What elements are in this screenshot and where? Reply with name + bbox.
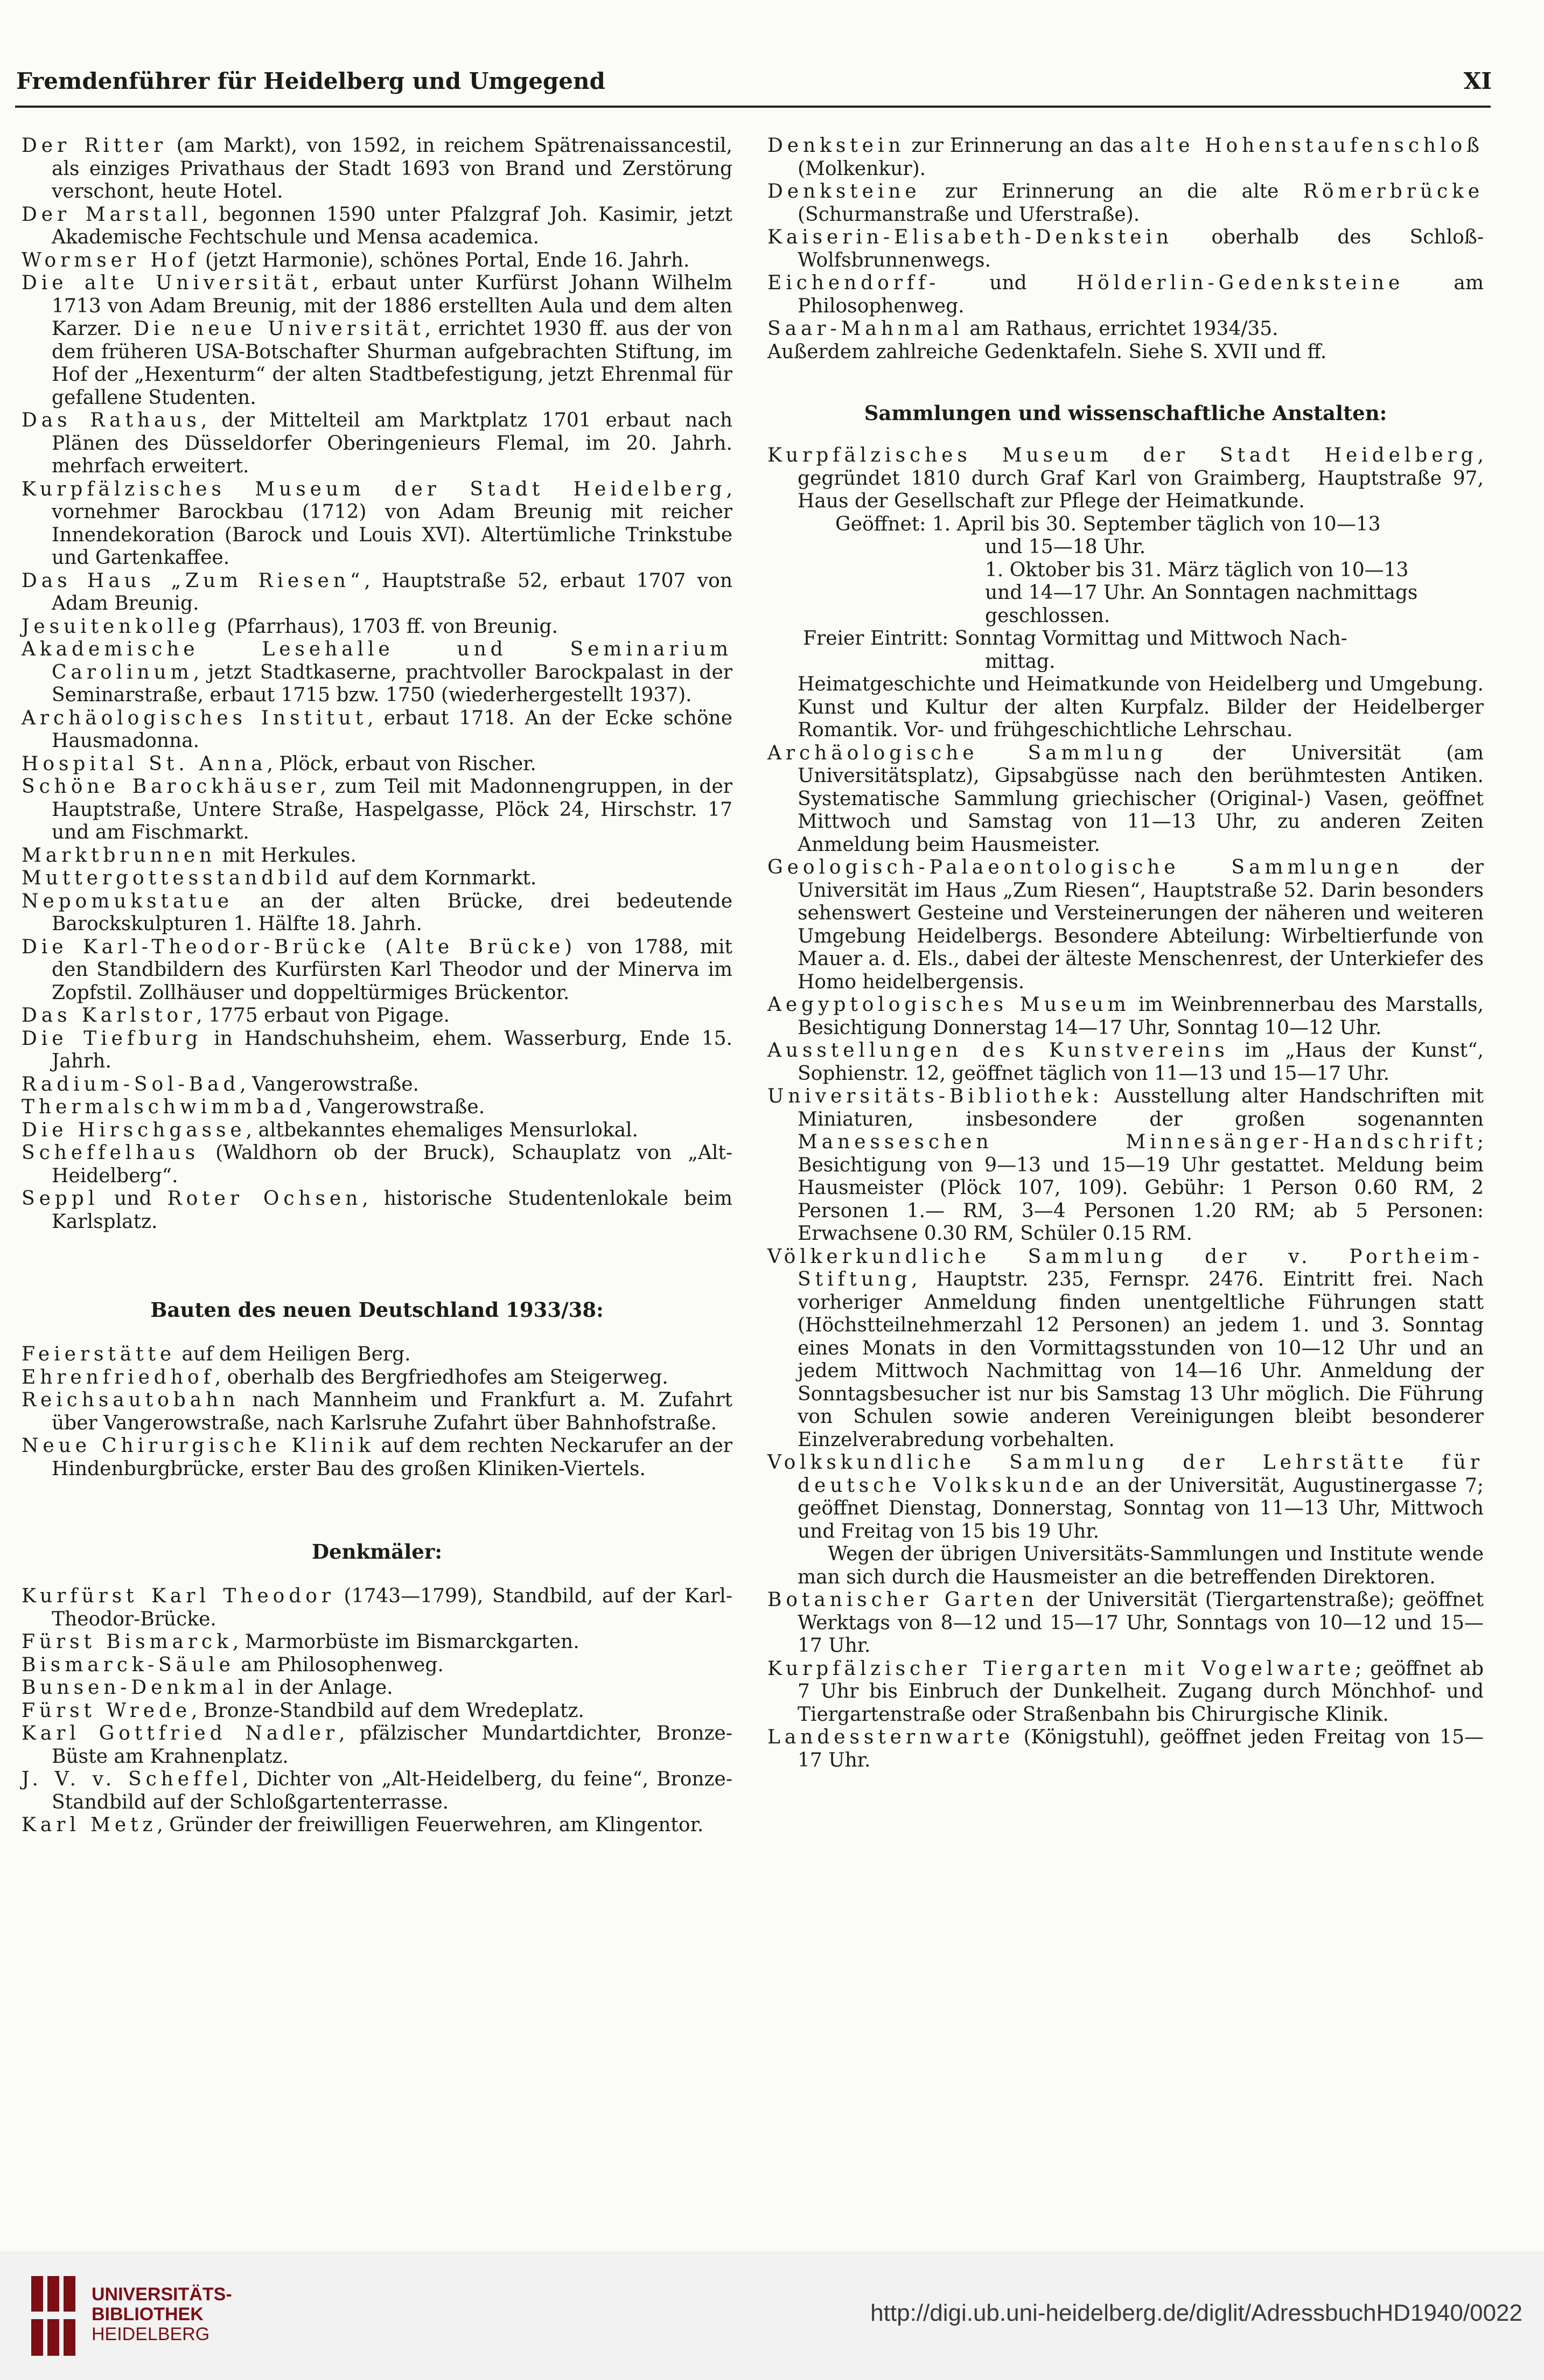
entry-text: , begonnen 1590 unter Pfalzgraf Joh. Kasimir, jetzt Akademische Fechtschule und Mensa academica. bbox=[52, 203, 732, 248]
header-rule bbox=[15, 106, 1491, 108]
entry-key: Hölderlin-Gedenksteine bbox=[1076, 272, 1405, 294]
opening-hours bbox=[798, 513, 1484, 674]
hours-line: und 15—18 Uhr. bbox=[985, 536, 1146, 558]
entry-key: Der Ritter bbox=[22, 135, 167, 157]
footer-bar bbox=[0, 2251, 1544, 2380]
entry-archaeologisches-institut bbox=[22, 707, 732, 753]
logo-line: UNIVERSITÄTS- bbox=[92, 2284, 232, 2305]
entry-text: , Bronze-Standbild auf dem Wredeplatz. bbox=[191, 1699, 584, 1722]
entry-text: nach Mannheim und Frankfurt a. M. Zufahrt über Vangerowstraße, nach Karlsruhe Zufahrt über Bahnhofstraße. bbox=[52, 1389, 732, 1434]
entry-tiefburg bbox=[22, 1028, 732, 1073]
entry-key: Die Tiefburg bbox=[22, 1027, 202, 1050]
entry-key: Manesseschen Minnesänger-Handschrift bbox=[798, 1131, 1477, 1153]
entry-ritter bbox=[22, 135, 732, 204]
entry-gedenktafeln bbox=[767, 341, 1484, 364]
entry-key: Denkstein bbox=[767, 135, 905, 157]
entry-text: , Hauptstraße 52, erbaut 1707 von Adam Breunig. bbox=[52, 569, 732, 615]
library-logo-text bbox=[92, 2285, 232, 2344]
entry-jesuitenkolleg bbox=[22, 616, 732, 639]
hours-line: Geöffnet: 1. April bis 30. September täglich von 10—13 bbox=[835, 513, 1381, 535]
entry-lesehalle bbox=[22, 638, 732, 707]
entry-hospital bbox=[22, 753, 732, 776]
entry-key: Die neue Universität bbox=[122, 318, 425, 340]
entry-key: Das Haus „Zum Riesen“ bbox=[22, 569, 365, 592]
entry-chirurgische-klinik bbox=[22, 1435, 732, 1481]
entry-tiergarten bbox=[767, 1658, 1484, 1727]
entry-key: Hospital St. Anna bbox=[22, 752, 267, 775]
entry-key: Akademische Lesehalle und Seminarium Carolinum bbox=[22, 638, 732, 683]
entry-rathaus bbox=[22, 409, 732, 478]
entry-key: Das Karlstor bbox=[22, 1004, 197, 1027]
entry-key: Radium-Sol-Bad bbox=[22, 1073, 240, 1095]
entry-text: im „Haus der Kunst“, Sophienstr. 12, geöffnet täglich von 11—13 und 15—17 Uhr. bbox=[798, 1039, 1484, 1085]
entry-key: Die Hirschgasse bbox=[22, 1119, 246, 1141]
entry-text: (Waldhorn ob der Bruck), Schauplatz von „Alt-Heidelberg“. bbox=[52, 1142, 732, 1187]
entry-key: Nepomukstatue bbox=[22, 890, 233, 912]
entry-kaiserin-elisabeth bbox=[767, 226, 1484, 272]
entry-key: Die alte Universität bbox=[22, 272, 313, 294]
entry-key: Kurpfälzischer Tiergarten mit Vogelwarte bbox=[767, 1657, 1356, 1680]
section-heading-bauten: Bauten des neuen Deutschland 1933/38: bbox=[150, 1298, 604, 1322]
entry-key: Feierstätte bbox=[22, 1343, 176, 1365]
entry-universitaet bbox=[22, 272, 732, 409]
entry-text: , Vangerowstraße. bbox=[240, 1073, 419, 1095]
entry-wrede bbox=[22, 1700, 732, 1723]
entry-text: im Weinbrennerbau des Marstalls, Besichtigung Donnerstag 14—17 Uhr, Sonntag 10—12 Uhr. bbox=[798, 994, 1484, 1039]
entry-text: der Universität (am Universitätsplatz), Gipsabgüsse nach den berühmtesten Antiken. Systematische Sammlung griechischer (Original-) Vasen, geöffnet Mittwoch und Samstag von 11—13 Uhr, zu anderen Zeiten Anmeldung beim Hausmeister. bbox=[798, 742, 1484, 856]
entry-key: Die Karl-Theodor-Brücke (Alte Brücke) bbox=[22, 936, 577, 958]
entry-kunstverein bbox=[767, 1039, 1484, 1085]
entry-key: Denksteine bbox=[767, 180, 921, 203]
left-column bbox=[22, 135, 732, 1837]
entry-key: Schöne Barockhäuser bbox=[22, 776, 320, 798]
entry-text: Ausstellung alter Handschriften mit Miniaturen, insbesondere der großen sogenannten bbox=[798, 1085, 1484, 1130]
logo-line: BIBLIOTHEK bbox=[92, 2304, 204, 2325]
entry-text: mit Herkules. bbox=[216, 844, 357, 867]
hours-line: geschlossen. bbox=[985, 604, 1110, 627]
entry-key: Karl Metz bbox=[22, 1814, 157, 1836]
page-header bbox=[16, 60, 1492, 103]
entry-nadler bbox=[22, 1722, 732, 1768]
entry-hohenstaufen bbox=[767, 135, 1484, 180]
entry-key: Ausstellungen des Kunstvereins bbox=[767, 1039, 1229, 1062]
entry-bismarck bbox=[22, 1631, 732, 1654]
entry-text: oberhalb des Schloß-Wolfsbrunnenwegs. bbox=[798, 226, 1484, 271]
entry-key: Seppl bbox=[22, 1188, 99, 1210]
source-url[interactable]: http://digi.ub.uni-heidelberg.de/diglit/AdressbuchHD1940/0022 bbox=[870, 2300, 1522, 2326]
entry-text: am Rathaus, errichtet 1934/35. bbox=[963, 318, 1278, 340]
entry-text: am Philosophenweg. bbox=[798, 272, 1484, 317]
entry-text: (Schurmanstraße und Uferstraße). bbox=[798, 203, 1140, 226]
section-heading-sammlungen: Sammlungen und wissenschaftliche Anstalten: bbox=[864, 401, 1387, 425]
entry-text: in Handschuhsheim, ehem. Wasserburg, Ende 15. Jahrh. bbox=[52, 1027, 732, 1072]
entry-key: Karl Gottfried Nadler bbox=[22, 1722, 339, 1744]
entry-text: der Universität im Haus „Zum Riesen“, Hauptstraße 52. Darin besonders sehenswert Gesteine und Versteinerungen der näheren und weiteren Umgebung Heidelbergs. Besondere Abteilung: Wirbeltierfunde von Mauer a. d. Els., dabei der älteste Menschenrest, der Unterkiefer des Homo heidelbergensis. bbox=[798, 856, 1484, 993]
entry-text: ; Besichtigung von 9—13 und 15—19 Uhr gestattet. Meldung beim Hausmeister (Plöck 107, 109). Gebühr: 1 Person 0.60 RM, 2 Personen 1.— RM, 3—4 Personen 1.20 RM; ab 5 Personen: Erwachsene 0.30 RM, Schüler 0.15 RM. bbox=[798, 1131, 1484, 1245]
entry-text: , der Mittelteil am Marktplatz 1701 erbaut nach Plänen des Düsseldorfer Oberingenieurs Flemal, im 20. Jahrh. mehrfach erweitert. bbox=[52, 409, 732, 477]
entry-universitaets-bibliothek bbox=[767, 1085, 1484, 1246]
entry-eichendorff bbox=[767, 272, 1484, 318]
entry-muttergottes bbox=[22, 867, 732, 890]
running-title: Fremdenführer für Heidelberg und Umgegend bbox=[16, 68, 605, 94]
entry-text: an der Universität, Augustinergasse 7; geöffnet Dienstag, Donnerstag, Sonntag von 11—13 Uhr, Mittwoch und Freitag von 15 bis 19 Uhr. bbox=[798, 1474, 1484, 1543]
entry-text: Außerdem zahlreiche Gedenktafeln. Siehe S. XVII und ff. bbox=[767, 340, 1327, 363]
entry-geologische-sammlung bbox=[767, 856, 1484, 994]
entry-key: alte Hohenstaufenschloß bbox=[1140, 135, 1484, 157]
entry-text: , gegründet 1810 durch Graf Karl von Graimberg, Hauptstraße 97, Haus der Gesellschaft zur Pflege der Heimatkunde. bbox=[798, 444, 1484, 512]
entry-text: , Gründer der freiwilligen Feuerwehren, am Klingentor. bbox=[157, 1814, 704, 1836]
entry-nepomuk bbox=[22, 890, 732, 936]
entry-text: (1743—1799), Standbild, auf der Karl-Theodor-Brücke. bbox=[52, 1585, 732, 1630]
entry-text: auf dem Heiligen Berg. bbox=[176, 1343, 411, 1365]
entry-text: ; geöffnet ab 7 Uhr bis Einbruch der Dunkelheit. Zugang durch Mönchhof- und Tiergartenstraße oder Straßenbahn bis Chirurgische Klinik. bbox=[798, 1657, 1484, 1726]
entry-text: am Philosophenweg. bbox=[234, 1653, 444, 1676]
entry-text: in der Anlage. bbox=[248, 1677, 393, 1699]
entry-text: der Universität (Tiergartenstraße); geöffnet Werktags von 8—12 und 15—17 Uhr, Sonntags von 10—12 und 15—17 Uhr. bbox=[798, 1589, 1484, 1657]
entry-key: Archäologische Sammlung bbox=[767, 742, 1168, 764]
entry-bunsen bbox=[22, 1677, 732, 1700]
entry-text: (Königstuhl), geöffnet jeden Freitag von 15—17 Uhr. bbox=[798, 1726, 1484, 1771]
entry-key: Scheffelhaus bbox=[22, 1142, 200, 1164]
entry-text: (Pfarrhaus), 1703 ff. von Breunig. bbox=[220, 615, 558, 638]
entry-text: , pfälzischer Mundartdichter, Bronze-Büste am Krahnenplatz. bbox=[52, 1722, 733, 1768]
entry-key: Kurpfälzisches Museum der Stadt Heidelberg bbox=[767, 444, 1478, 466]
entry-text: , erbaut 1718. An der Ecke schöne Hausmadonna. bbox=[52, 707, 732, 752]
hours-line: und 14—17 Uhr. An Sonntagen nachmittags bbox=[985, 582, 1418, 604]
entry-museum-sammlung bbox=[767, 444, 1484, 513]
entry-text: , vornehmer Barockbau (1712) von Adam Breunig mit reicher Innendekoration (Barock und Louis XVI). Altertümliche Trinkstube und Gartenkaffee. bbox=[52, 478, 732, 569]
entry-key: Thermalschwimmbad bbox=[22, 1096, 306, 1118]
entry-text: , Dichter von „Alt-Heidelberg, du feine“, Bronze-Standbild auf der Schloßgartenterrasse. bbox=[52, 1768, 732, 1813]
entry-text: , Vangerowstraße. bbox=[305, 1096, 485, 1118]
entry-thermalschwimmbad bbox=[22, 1096, 732, 1119]
entry-key: Bunsen-Denkmal bbox=[22, 1677, 249, 1699]
entry-wormser-hof bbox=[22, 249, 732, 273]
note-sammlungen: Wegen der übrigen Universitäts-Sammlungen und Institute wende man sich durch die Hausmeister an die betreffenden Direktoren. bbox=[798, 1543, 1484, 1588]
entry-text: (am Markt), von 1592, in reichem Spätrenaissancestil, als einziges Privathaus der Stadt 1693 von Brand und Zerstörung verschont, heute Hotel. bbox=[52, 135, 732, 203]
entry-kurpfaelzisches-museum bbox=[22, 478, 732, 570]
entry-key: Eichendorff- bbox=[767, 272, 940, 294]
entry-key: Universitäts-Bibliothek: bbox=[767, 1085, 1103, 1107]
entry-text: , Marmorbüste im Bismarckgarten. bbox=[232, 1631, 579, 1653]
entry-reichsautobahn bbox=[22, 1389, 732, 1435]
entry-key: Landessternwarte bbox=[767, 1726, 1014, 1748]
entry-key: Römerbrücke bbox=[1303, 180, 1484, 203]
entry-key: Kurpfälzisches Museum der Stadt Heidelberg bbox=[22, 478, 726, 500]
entry-text: , erbaut unter Kurfürst Johann Wilhelm 1713 von Adam Breunig, mit der 1886 erstellten Aula und dem alten Karzer. bbox=[52, 272, 732, 340]
hours-line: mittag. bbox=[985, 650, 1056, 673]
museum-description: Heimatgeschichte und Heimatkunde von Heidelberg und Umgebung. Kunst und Kultur der alten Kurpfalz. Bilder der Heidelberger Romantik. Vor- und frühgeschichtliche Lehrschau. bbox=[798, 673, 1484, 741]
entry-text: zur Erinnerung an die alte bbox=[920, 180, 1303, 203]
page-number: XI bbox=[1463, 68, 1492, 94]
entry-text: (jetzt Harmonie), schönes Portal, Ende 16. Jahrh. bbox=[199, 249, 690, 271]
entry-text: , oberhalb des Bergfriedhofes am Steigerweg. bbox=[214, 1366, 668, 1388]
entry-seppl-roter-ochsen bbox=[22, 1188, 732, 1233]
entry-key: Aegyptologisches Museum bbox=[767, 994, 1130, 1016]
entry-voelkerkundliche-sammlung bbox=[767, 1246, 1484, 1452]
entry-karl-metz bbox=[22, 1814, 732, 1837]
entry-saar-mahnmal bbox=[767, 318, 1484, 341]
entry-key: Kurfürst Karl Theodor bbox=[22, 1585, 335, 1607]
entry-key: Reichsautobahn bbox=[22, 1389, 240, 1411]
entry-volkskundliche-sammlung bbox=[767, 1451, 1484, 1543]
entry-key: Das Rathaus bbox=[22, 409, 201, 431]
entry-text: von 1788, mit den Standbildern des Kurfürsten Karl Theodor und der Minerva im Zopfstil. Zollhäuser und doppeltürmiges Brückentor. bbox=[52, 936, 732, 1004]
entry-ehrenfriedhof bbox=[22, 1366, 732, 1390]
entry-key: Wormser Hof bbox=[22, 249, 199, 271]
entry-text: zur Erinnerung an das bbox=[905, 135, 1140, 157]
entry-key: Jesuitenkolleg bbox=[22, 615, 221, 638]
entry-text: , jetzt Stadtkaserne, prachtvoller Barockpalast in der Seminarstraße, erbaut 1715 bzw. 1750 (wiederhergestellt 1937). bbox=[52, 661, 732, 706]
entry-aegyptologisches-museum bbox=[767, 994, 1484, 1039]
entry-scheffel bbox=[22, 1768, 732, 1814]
entry-marstall bbox=[22, 204, 732, 249]
entry-archaeologische-sammlung bbox=[767, 742, 1484, 857]
hours-line: 1. Oktober bis 31. März täglich von 10—13 bbox=[985, 559, 1409, 581]
entry-text: , 1775 erbaut von Pigage. bbox=[196, 1004, 450, 1027]
section-heading-denkmaeler: Denkmäler: bbox=[311, 1540, 443, 1564]
entry-roemerbruecke bbox=[767, 180, 1484, 226]
entry-text: (Molkenkur). bbox=[798, 157, 926, 180]
entry-karlstor bbox=[22, 1004, 732, 1028]
hours-line: Freier Eintritt: Sonntag Vormittag und Mittwoch Nach- bbox=[803, 627, 1347, 650]
entry-text: und bbox=[99, 1188, 167, 1210]
entry-key: J. V. v. Scheffel bbox=[22, 1768, 243, 1790]
entry-key: Fürst Bismarck bbox=[22, 1631, 233, 1653]
entry-feierstaette bbox=[22, 1343, 732, 1366]
entry-text: an der alten Brücke, drei bedeutende Barockskulpturen 1. Hälfte 18. Jahrh. bbox=[52, 890, 732, 935]
entry-key: Volkskundliche Sammlung der Lehrstätte für deutsche Volkskunde bbox=[767, 1451, 1484, 1497]
entry-botanischer-garten bbox=[767, 1589, 1484, 1658]
entry-key: Botanischer Garten bbox=[767, 1589, 1038, 1611]
entry-text: , zum Teil mit Madonnengruppen, in der Hauptstraße, Untere Straße, Haspelgasse, Plöck 24, Hirschstr. 17 und am Fischmarkt. bbox=[52, 776, 732, 843]
entry-key: Neue Chirurgische Klinik bbox=[22, 1435, 375, 1457]
logo-line: HEIDELBERG bbox=[92, 2324, 210, 2344]
entry-key: Roter Ochsen bbox=[167, 1188, 362, 1210]
entry-text: auf dem Kornmarkt. bbox=[332, 867, 537, 889]
entry-marktbrunnen bbox=[22, 844, 732, 868]
entry-key: Marktbrunnen bbox=[22, 844, 216, 867]
entry-key: Archäologisches Institut bbox=[22, 707, 368, 729]
right-column bbox=[767, 135, 1484, 1772]
entry-karl-theodor bbox=[22, 1585, 732, 1631]
university-seal-icon bbox=[22, 2273, 81, 2359]
entry-text: und bbox=[940, 272, 1077, 294]
entry-key: Bismarck-Säule bbox=[22, 1653, 235, 1676]
entry-key: Kaiserin-Elisabeth-Denkstein bbox=[767, 226, 1173, 248]
entry-text: , altbekanntes ehemaliges Mensurlokal. bbox=[246, 1119, 638, 1141]
entry-hirschgasse bbox=[22, 1119, 732, 1142]
entry-haus-zum-riesen bbox=[22, 570, 732, 616]
entry-key: Geologisch-Palaeontologische Sammlungen bbox=[767, 856, 1403, 878]
entry-scheffelhaus bbox=[22, 1142, 732, 1188]
entry-text: , Plöck, erbaut von Rischer. bbox=[267, 752, 536, 775]
entry-bismarck-saeule bbox=[22, 1654, 732, 1677]
entry-key: Völkerkundliche Sammlung der v. Portheim-Stiftung bbox=[767, 1245, 1484, 1290]
entry-text: , Hauptstr. 235, Fernspr. 2476. Eintritt frei. Nach vorheriger Anmeldung finden unentgeltliche Führungen statt (Höchstteilnehmerzahl 12 Personen) an jedem 1. und 3. Sonntag eines Monats in den Vormittagsstunden von 10—12 Uhr und an jedem Mittwoch Nachmittag von 14—16 Uhr. Anmeldung der Sonntagsbesucher ist nur bis Samstag 13 Uhr möglich. Die Führung von Schulen sowie anderen Vereinigungen bleibt besonderer Einzelverabredung vorbehalten. bbox=[798, 1268, 1484, 1451]
entry-radium-sol-bad bbox=[22, 1073, 732, 1097]
entry-key: Saar-Mahnmal bbox=[767, 318, 963, 340]
entry-key: Ehrenfriedhof bbox=[22, 1366, 215, 1388]
entry-text: , errichtet 1930 ff. aus der von dem früheren USA-Botschafter Shurman aufgebrachten Stiftung, im Hof der „Hexenturm“ der alten Stadtbefestigung, jetzt Ehrenmal für gefallene Studenten. bbox=[52, 318, 732, 409]
entry-barockhaeuser bbox=[22, 776, 732, 844]
entry-text: auf dem rechten Neckarufer an der Hindenburgbrücke, erster Bau des großen Kliniken-Viertels. bbox=[52, 1435, 732, 1480]
entry-text: , historische Studentenlokale beim Karlsplatz. bbox=[52, 1188, 732, 1233]
entry-key: Fürst Wrede bbox=[22, 1699, 192, 1722]
entry-key: Muttergottesstandbild bbox=[22, 867, 332, 889]
entry-key: Der Marstall bbox=[22, 203, 202, 226]
entry-alte-bruecke bbox=[22, 936, 732, 1005]
entry-sternwarte bbox=[767, 1726, 1484, 1772]
